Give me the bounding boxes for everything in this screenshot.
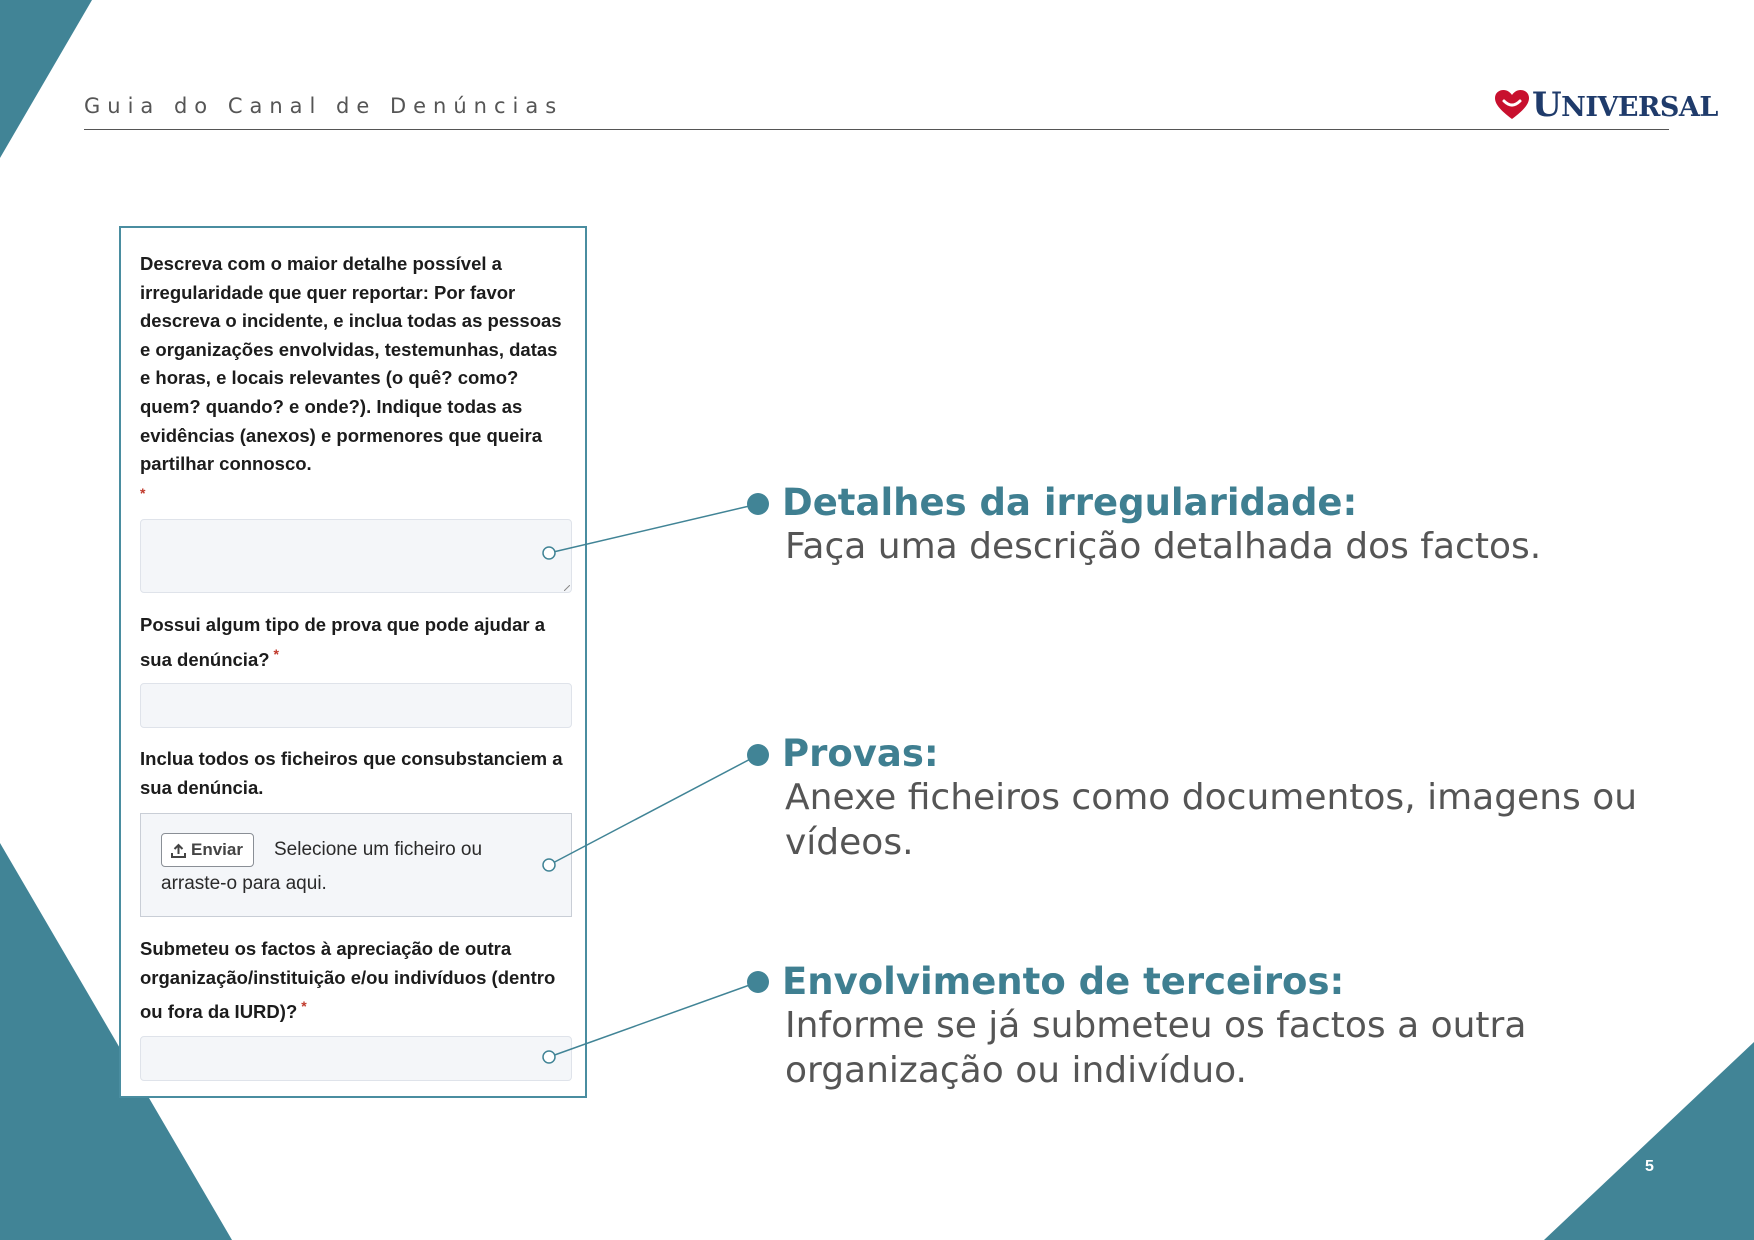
logo-rest: NIVERSAL xyxy=(1561,92,1718,123)
required-mark: * xyxy=(273,645,279,662)
connector-line-2 xyxy=(549,755,758,865)
bullet-dot-2 xyxy=(747,744,769,766)
callout-title: Detalhes da irregularidade: xyxy=(782,481,1358,524)
question-label: Inclua todos os ficheiros que consubstanciem a sua denúncia. xyxy=(140,748,563,798)
upload-button-label: Enviar xyxy=(191,840,243,859)
question-label: Descreva com o maior detalhe possível a irregularidade que quer reportar: Por favor descreva o incidente, e inclua todas as pessoas e organizações envolvidas, testemunhas, datas e horas, e locais relevantes (o quê? como? quem? quando? e onde?). Indique todas as evidências (anexos) e pormenores que queira partilhar connosco. xyxy=(140,253,562,475)
question-label: Possui algum tipo de prova que pode ajudar a sua denúncia? xyxy=(140,614,546,670)
callout-irregularity-details xyxy=(782,482,1662,569)
bullet-dot-3 xyxy=(747,971,769,993)
page-number: 5 xyxy=(1645,1158,1654,1175)
bullet-dot-1 xyxy=(747,493,769,515)
callout-third-party xyxy=(782,961,1562,1093)
connector-line-1 xyxy=(549,504,758,553)
upload-hint: Selecione um ficheiro ou arraste-o para aqui. xyxy=(161,839,483,895)
callout-description: Anexe ficheiros como documentos, imagens ou vídeos. xyxy=(785,777,1638,863)
required-mark: * xyxy=(301,998,307,1015)
connector-line-3 xyxy=(549,982,758,1057)
callout-description: Faça uma descrição detalhada dos factos. xyxy=(785,526,1542,567)
connector-anchor-1 xyxy=(543,547,555,559)
connector-anchor-2 xyxy=(543,859,555,871)
question-label: Submeteu os factos à apreciação de outra organização/instituição e/ou indivíduos (dentro ou fora da IURD)? xyxy=(140,938,556,1023)
callout-evidence xyxy=(782,733,1662,865)
callout-title: Provas: xyxy=(782,732,939,775)
document-title: Guia do Canal de Denúncias xyxy=(84,94,564,118)
callout-description: Informe se já submeteu os factos a outra organização ou indivíduo. xyxy=(785,1005,1527,1091)
logo-initial: U xyxy=(1532,85,1562,125)
connector-anchor-3 xyxy=(543,1051,555,1063)
required-mark: * xyxy=(140,484,146,501)
callout-title: Envolvimento de terceiros: xyxy=(782,960,1345,1003)
